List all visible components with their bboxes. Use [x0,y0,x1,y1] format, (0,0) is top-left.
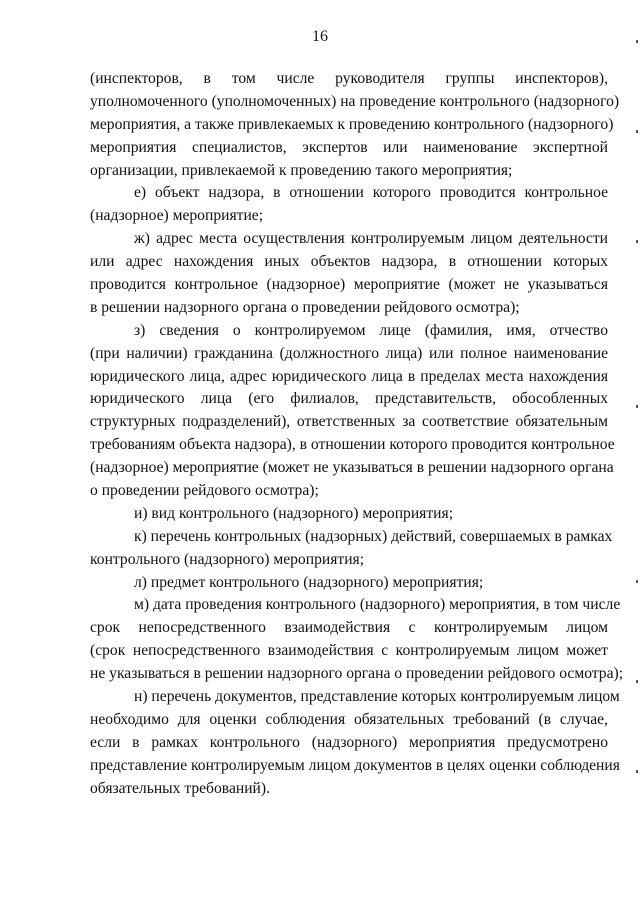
text-line: (надзорное) мероприятие; [90,207,264,225]
text-line: м) дата проведения контрольного (надзорного) мероприятия, в том числе [134,596,621,614]
text-line: если в рамках контрольного (надзорного) мероприятия предусмотрено [90,733,608,751]
text-line: и) вид контрольного (надзорного) мероприятия; [134,504,454,522]
text-line: контрольного (надзорного) мероприятия; [90,550,365,568]
text-line: (инспекторов, в том числе руководителя группы инспекторов), [90,70,608,87]
text-line: е) объект надзора, в отношении которого проводится контрольное [134,184,608,202]
text-line: к) перечень контрольных (надзорных) действий, совершаемых в рамках [134,527,613,545]
text-line: проводится контрольное (надзорное) мероприятие (может не указываться [90,276,608,294]
text-line: уполномоченного (уполномоченных) на проведение контрольного (надзорного) [90,92,620,110]
text-line: (надзорное) мероприятие (может не указываться в решении надзорного органа [90,459,614,477]
text-line: мероприятия, а также привлекаемых к проведению контрольного (надзорного) [90,115,614,133]
text-line: н) перечень документов, представление которых контролируемым лицом [134,688,620,706]
text-line: (срок непосредственного взаимодействия с контролируемым лицом может [90,642,608,660]
text-line: юридического лица, адрес юридического лица в пределах места нахождения [90,367,608,385]
text-line: не указываться в решении надзорного органа о проведении рейдового осмотра); [90,665,624,683]
text-line: необходимо для оценки соблюдения обязательных требований (в случае, [90,710,608,728]
text-line: л) предмет контрольного (надзорного) мероприятия; [134,573,484,591]
text-line: в решении надзорного органа о проведении рейдового осмотра); [90,298,520,316]
scan-mark [636,580,638,583]
scan-mark [636,130,638,133]
text-line: срок непосредственного взаимодействия с контролируемым лицом [90,619,608,637]
scan-mark [636,240,638,243]
text-line: мероприятия специалистов, экспертов или наименование экспертной [90,138,608,156]
text-line: или адрес нахождения иных объектов надзора, в отношении которых [90,253,608,271]
text-line: представление контролируемым лицом документов в целях оценки соблюдения [90,756,620,774]
text-line: обязательных требований). [90,779,270,797]
text-line: (при наличии) гражданина (должностного лица) или полное наименование [90,344,608,362]
scan-mark [636,40,638,43]
scan-mark [636,680,638,683]
text-line: з) сведения о контролируемом лице (фамилия, имя, отчество [134,321,608,339]
text-line: организации, привлекаемой к проведению такого мероприятия; [90,161,513,179]
text-line: юридического лица (его филиалов, представительств, обособленных [90,390,608,408]
text-line: требованиям объекта надзора), в отношении которого проводится контрольное [90,436,615,454]
text-line: о проведении рейдового осмотра); [90,482,319,500]
scan-mark [636,405,638,408]
page-number: 16 [312,28,328,45]
text-line: ж) адрес места осуществления контролируемым лицом деятельности [134,230,608,248]
scan-mark [636,770,638,773]
text-line: структурных подразделений), ответственных за соответствие обязательным [90,413,608,431]
document-body [90,68,624,801]
